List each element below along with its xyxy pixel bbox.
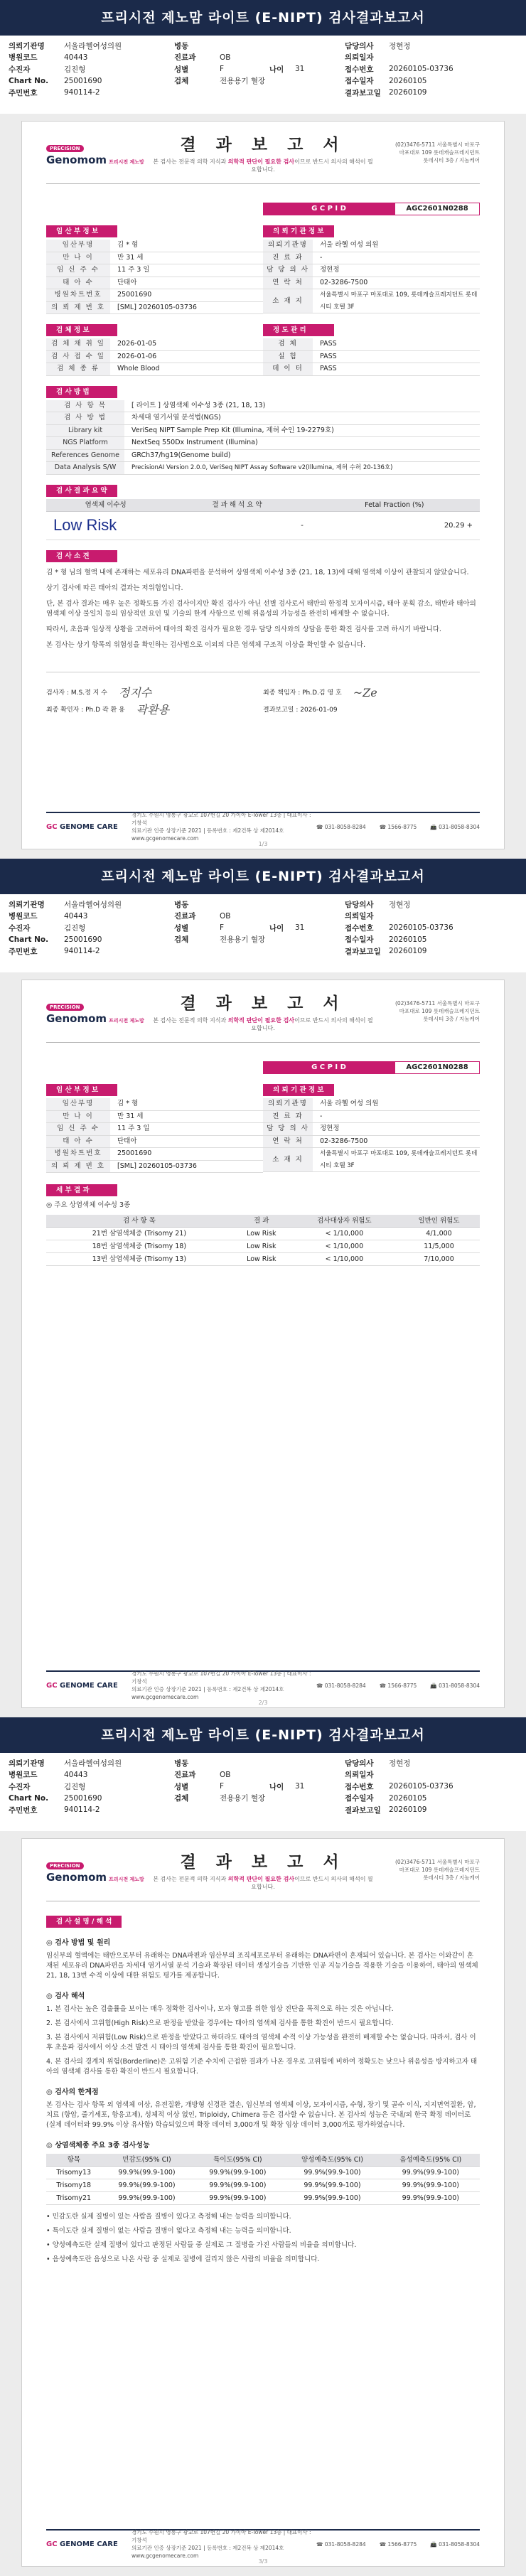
fetal-fraction: 20.29 + <box>444 521 473 530</box>
qc-info: 검 체 PASS 실 험 PASS 데 이 터 PASS <box>263 338 480 376</box>
performance-heading: ◎ 상염색체종 주요 3종 검사성능 <box>46 2142 150 2150</box>
requester-info: 의뢰기관명 서울 라헬 여성 의원 진 료 과 - 담 당 의 사 정현정 연 락 처 02-3286-7500 소 재 지 서울특별시 마포구 마포대로 109, 롯데캐슬프레지던트 롯데시티 호텔 3F <box>263 1098 480 1173</box>
page-number: 2/3 <box>258 1700 268 1706</box>
genomom-logo: PRECISION Genomom 프리시전 제노맘 <box>46 1862 144 1884</box>
gcpid-box: G C P I D AGC2601N0288 <box>46 203 480 215</box>
interpretation-heading: ◎ 검사 해석 <box>46 1992 85 2000</box>
report-header: PRECISION Genomom 프리시전 제노맘 결 과 보 고 서 본 검사는 전문적 의학 지식과 의학적 판단이 필요한 검사이므로 반드시 의사의 해석이 필요합니다. (02)3476-5711 서울특별시 마포구 마포대로 109 롯데캐슬프레지던트 롯데시티 3층 / 지놈케어 <box>46 1839 480 1901</box>
patient-header: 의뢰기관명 서울라헬여성의원 병동 담당의사 정현정 병원코드 40443 진료과 OB 의뢰일자 수진자 김진형 성별 F 나이 31 접수번호 20260105-03736 Chart No. 25001690 검체 전용용기 혈장 접수일자 20260105 주민번호 940114-2 결과보고일 20260109 <box>0 36 526 114</box>
table-row: 13번 삼염색체증 (Trisomy 13) Low Risk < 1/10,000 7/10,000 <box>46 1253 480 1266</box>
report-sheet <box>21 121 505 849</box>
signature-image: ~Ze <box>353 685 377 699</box>
lab-address: (02)3476-5711 서울특별시 마포구 마포대로 109 롯데캐슬프레지던트 롯데시티 3층 / 지놈케어 <box>394 1000 480 1022</box>
patient-header: 의뢰기관명 서울라헬여성의원 병동 담당의사 정현정 병원코드 40443 진료과 OB 의뢰일자 수진자 김진형 성별 F 나이 31 접수번호 20260105-03736 Chart No. 25001690 검체 전용용기 혈장 접수일자 20260105 주민번호 940114-2 결과보고일 20260109 <box>0 894 526 972</box>
report-page-2 <box>0 859 526 1717</box>
gcpid-box: G C P I D AGC2601N0288 <box>46 1061 480 1074</box>
report-subtitle: 본 검사는 전문적 의학 지식과 의학적 판단이 필요한 검사이므로 반드시 의사의 해석이 필요합니다. <box>153 159 373 173</box>
report-page-3 <box>0 1717 526 2576</box>
table-row: 21번 삼염색체증 (Trisomy 21) Low Risk < 1/10,000 4/1,000 <box>46 1228 480 1240</box>
detail-table: 검 사 항 목 결 과 검사대상자 위험도 일반인 위험도 21번 삼염색체증 (Trisomy 21) Low Risk < 1/10,000 4/1,000 18번 삼염색체증 (Trisomy 18) Low Risk < 1/10,000 11/5,000 13번 삼염색체증 (Trisomy 13) Low Risk < 1/10,000 7/10,000 <box>46 1215 480 1266</box>
section-requester: 의 뢰 기 관 정 보 <box>263 225 334 237</box>
page-footer: GC GENOME CARE 경기도 수원시 영통구 광교로 107번길 20 가이아 E-Tower 13층 | 대표이사 : 기창석 의료기관 인증 상장기준 2021 | 등록번호 : 제2건복 상 제2014호 www.gcgenomecare.com ☎ 031-8058-8284 ☎ 1566-8775 📠 031-8058-8304 <box>46 2529 480 2559</box>
report-sheet: PRECISION Genomom 프리시전 제노맘 결 과 보 고 서 본 검사는 전문적 의학 지식과 의학적 판단이 필요한 검사이므로 반드시 의사의 해석이 필요합니다. (02)3476-5711 서울특별시 마포구 마포대로 109 롯데캐슬프레지던트 롯데시티 3층 / 지놈케어 검 사 설 명 / 해 석 ◎ 검사 방법 및 원리 임신부의 혈액에는 태반으로부터 유래하는 DNA파편과 임산부의 조직세포로부터 유래하는 DNA파편이 혼재되어 있습니다. 본 검사는 이와같이 혼재된 세포유리 DNA파편을 차세대 염기서열 분석 기술과 확장된 데이터 생성기술을 기반한 인공 지능기술을 적용한 기술을 이용하여, 태아의 염색체 21, 18, 13번 수적 이상에 대한 위험도 평가를 제공합니다. ◎ 검사 해석 1. 본 검사는 높은 검출률을 보이는 매우 정확한 검사이나, 모자 형고를 위한 임상 진단을 목적으로 하는 것은 아닙니다. 2. 본 검사에서 고위험(High Risk)으로 판정을 받았을 경우에는 태아의 염색체 검사를 통한 확진이 반드시 필요합니다. 3. 본 검사에서 저위험(Low Risk)으로 판정을 받았다고 하더라도 태아의 염색체 수적 이상 가능성을 완전히 배제할 수는 없습니다. 따라서, 검사 이후 초음파 검사에서 이상 소견 발견 시 태아의 염색체 검사를 통한 확진이 필요합니다. 4. 본 검사의 경계치 위험(Borderline)은 고위험 기준 수치에 근접한 결과가 나온 경우로 고위험에 비하여 정확도는 낮으나 위음성을 방지하고자 태아의 염색체 검사를 통한 확진이 반드시 필요합니다. ◎ 검사의 한계점 본 검사는 검사 항목 외 염색체 이상, 유전질환, 개방형 신경관 결손, 임신부의 염색체 이상, 모자이시즘, 수형, 장기 및 골수 이식, 지지면역질환, 암, 치료 (항암, 줄기세포, 항응고제), 성체적 이상 없인, Triploidy, Chimera 등은 검사할 수 없습니다. 본 검사의 성능은 국내/외 한국 확정 데이터로 (실제 데이터와 99.9% 이상 유사함) 학습되었으며 확장 데이터 3,000개 및 확장 임상 데이터 3,000개로 평가하였습니다. ◎ 상염색체종 주요 3종 검사성능 항목 민감도(95% CI) 특이도(95% CI) 양성예측도(95% CI) 음성예측도(95% CI) Trisomy13 99.9%(99.9-100) 99.9%(99.9-100) 99.9%(99.9-100) 99.9%(99.9-100) Trisomy18 99.9%(99.9-100) 99.9%(99.9-100) 99.9%(99.9-100) 99.9%(99.9-100) Trisomy21 99.9%(99.9-100) 99.9%(99.9-100) 99.9%(99.9-100) 99.9%(99.9-100) • 민감도란 실제 질병이 있는 사람을 질병이 있다고 측정해 내는 능력을 의미합니다. • 특이도란 실제 질병이 없는 사람을 질병이 없다고 측정해 내는 능력을 의미합니다. • 양성예측도란 실제 질병이 있다고 판정된 사람들 중 실제로 그 질병을 가진 사람들의 비율을 의미합니다. • 음성예측도란 음성으로 나온 사람 중 실제로 질병에 걸리지 않은 사람의 비율을 의미합니다. GC GENOME CARE 경기도 수원시 영통구 광교로 107번길 20 가이아 E-Tower 13층 | 대표이사 : 기창석 의료기관 인증 상장기준 2021 | 등록번호 : 제2건복 상 제2014호 www.gcgenomecare.com ☎ 031-8058-8284 ☎ 1566-8775 📠 031-8058-8304 3/3 <box>21 1838 505 2567</box>
signature-block: 검사자 : M.S.정 지 수 정지수 최종 책임자 : Ph.D.김 영 호 ~Ze 최종 확인자 : Ph.D 곽 환 용 곽환용 결과보고일 : 2026-01-09 <box>46 672 480 718</box>
doc-title: 프리시전 제노맘 라이트 (E-NIPT) 검사결과보고서 <box>0 1717 526 1753</box>
section-test-info: 검 체 정 보 <box>46 324 117 336</box>
remark-text: 김 * 형 님의 혈액 내에 존재하는 세포유리 DNA파편을 분석하여 상염색체 이수성 3종 (21, 18, 13)에 대해 염색체 이상이 관찰되지 않았습니다. 상기 검사에 따른 태아의 결과는 저위험입니다. 단, 본 검사 결과는 매우 높은 정확도를 가진 검사이지만 확진 검사가 아닌 선별 검사로서 태반의 한정적 모자이시즘, 태아 분획 감소, 태반과 태아의 염색체 이상 불일치 등의 임상적인 요인 및 기술의 한계 사항으로 인해 위음성의 가능성을 완전히 배제할 수 없습니다. 따라서, 초음파 임상적 상황을 고려하여 태아의 확진 검사가 필요한 경우 담당 의사와의 상담을 통한 확진 검사를 고려 하시기 바랍니다. 본 검사는 상기 항목의 위험성을 확인하는 검사법으로 이외의 다른 염색체 구조적 이상을 확인할 수 없습니다. <box>46 568 476 649</box>
requester-info: 의뢰기관명 서울 라헬 여성 의원 진 료 과 - 담 당 의 사 정현정 연 락 처 02-3286-7500 소 재 지 서울특별시 마포구 마포대로 109, 롯데캐슬프레지던트 롯데시티 호텔 3F <box>263 240 480 314</box>
lab-address: (02)3476-5711 서울특별시 마포구 마포대로 109 롯데캐슬프레지던트 롯데시티 3층 / 지놈케어 <box>394 141 480 163</box>
doc-title: 프리시전 제노맘 라이트 (E-NIPT) 검사결과보고서 <box>0 0 526 36</box>
report-title: 결 과 보 고 서 <box>180 1853 346 1872</box>
method-heading: ◎ 검사 방법 및 원리 <box>46 1939 111 1947</box>
section-requester: 의 뢰 기 관 정 보 <box>263 1084 334 1096</box>
report-header <box>46 122 480 184</box>
report-sheet <box>21 980 505 1708</box>
method-info: 검 사 항 목 [ 라이트 ] 상염색체 이수성 3종 (21, 18, 13) 검 사 방 법 차세대 염기서열 분석법(NGS) Library kit VeriSeq NIPT Sample Prep Kit (Illumina, 제허 수인 19-2279호) NGS Platform NextSeq 550Dx Instrument (Illumina) References Genome GRCh37/hg19(Genome build) Data Analysis S/W PrecisionAI Version 2.0.0, VeriSeq NIPT Assay Software v2(Illumina, 제허 수허 20-136호) <box>46 400 480 475</box>
section-subject: 임 산 부 정 보 <box>46 1084 117 1096</box>
detail-caption: ◎ 주요 상염색체 이수성 3종 <box>46 1201 131 1209</box>
page-footer: GC GENOME CARE 경기도 수원시 영통구 광교로 107번길 20 가이아 E-Tower 13층 | 대표이사 : 기창석 의료기관 인증 상장기준 2021 | 등록번호 : 제2건복 상 제2014호 www.gcgenomecare.com ☎ 031-8058-8284 ☎ 1566-8775 📠 031-8058-8304 <box>46 812 480 842</box>
signature-image: 곽환용 <box>136 702 170 717</box>
result-summary: 염색체 이수성 결 과 해 석 요 약 Fetal Fraction (%) Low Risk - 20.29 + <box>46 499 480 540</box>
performance-table: 항목 민감도(95% CI) 특이도(95% CI) 양성예측도(95% CI) 음성예측도(95% CI) Trisomy13 99.9%(99.9-100) 99.9%(99.9-100) 99.9%(99.9-100) 99.9%(99.9-100) Trisomy18 99.9%(99.9-100) 99.9%(99.9-100) 99.9%(99.9-100) 99.9%(99.9-100) Trisomy21 99.9%(99.9-100) 99.9%(99.9-100) 99.9%(99.9-100) 99.9%(99.9-100) <box>46 2154 480 2205</box>
lab-address: (02)3476-5711 서울특별시 마포구 마포대로 109 롯데캐슬프레지던트 롯데시티 3층 / 지놈케어 <box>394 1859 480 1881</box>
genomom-logo: PRECISION Genomom 프리시전 제노맘 <box>46 1004 144 1025</box>
page-number: 1/3 <box>258 841 268 847</box>
table-row: Trisomy13 99.9%(99.9-100) 99.9%(99.9-100) 99.9%(99.9-100) 99.9%(99.9-100) <box>46 2167 480 2179</box>
report-title: 결 과 보 고 서 <box>180 994 346 1013</box>
report-page-1 <box>0 0 526 859</box>
signature-image: 정지수 <box>118 685 152 699</box>
section-qc: 정 도 관 리 <box>263 324 334 336</box>
section-results: 검 사 결 과 요 약 <box>46 485 117 497</box>
table-row: 18번 삼염색체증 (Trisomy 18) Low Risk < 1/10,000 11/5,000 <box>46 1240 480 1253</box>
table-row: Trisomy18 99.9%(99.9-100) 99.9%(99.9-100) 99.9%(99.9-100) 99.9%(99.9-100) <box>46 2179 480 2192</box>
section-detail: 세 부 결 과 <box>46 1184 117 1196</box>
subject-info: 임산부명 김 * 형 만 나 이 만 31 세 임 신 주 수 11 주 3 일 태 아 수 단태아 병원차트번호 25001690 의 뢰 제 번 호 [SML] 20260105-03736 <box>46 240 263 314</box>
subject-info: 임산부명 김 * 형 만 나 이 만 31 세 임 신 주 수 11 주 3 일 태 아 수 단태아 병원차트번호 25001690 의 뢰 제 번 호 [SML] 20260105-03736 <box>46 1098 263 1173</box>
page-number: 3/3 <box>258 2558 268 2565</box>
report-title: 결 과 보 고 서 <box>180 136 346 154</box>
table-row: Trisomy21 99.9%(99.9-100) 99.9%(99.9-100) 99.9%(99.9-100) 99.9%(99.9-100) <box>46 2192 480 2205</box>
patient-header: 의뢰기관명 서울라헬여성의원 병동 담당의사 정현정 병원코드 40443 진료과 OB 의뢰일자 수진자 김진형 성별 F 나이 31 접수번호 20260105-03736 Chart No. 25001690 검체 전용용기 혈장 접수일자 20260105 주민번호 940114-2 결과보고일 20260109 <box>0 1753 526 1831</box>
section-subject: 임 산 부 정 보 <box>46 225 117 237</box>
limitation-heading: ◎ 검사의 한계점 <box>46 2088 99 2096</box>
section-method: 검 사 방 법 <box>46 386 117 398</box>
genome-care-logo: GC GENOME CARE <box>46 1681 118 1690</box>
doc-title: 프리시전 제노맘 라이트 (E-NIPT) 검사결과보고서 <box>0 859 526 894</box>
low-risk-label: Low Risk <box>53 516 117 534</box>
test-info: 검 체 채 취 일 2026-01-05 검 사 접 수 일 2026-01-06 검 체 종 류 Whole Blood <box>46 338 263 376</box>
notes: • 민감도란 실제 질병이 있는 사람을 질병이 있다고 측정해 내는 능력을 의미합니다. • 특이도란 실제 질병이 없는 사람을 질병이 없다고 측정해 내는 능력을 의미합니다. • 양성예측도란 실제 질병이 있다고 판정된 사람들 중 실제로 그 질병을 가진 사람들의 비율을 의미합니다. • 음성예측도란 음성으로 나온 사람 중 실제로 질병에 걸리지 않은 사람의 비율을 의미합니다. <box>46 2213 357 2263</box>
genomom-logo: PRECISION Genomom 프리시전 제노맘 <box>46 145 144 166</box>
genome-care-logo: GC GENOME CARE <box>46 2540 118 2548</box>
page-footer: GC GENOME CARE 경기도 수원시 영통구 광교로 107번길 20 가이아 E-Tower 13층 | 대표이사 : 기창석 의료기관 인증 상장기준 2021 | 등록번호 : 제2건복 상 제2014호 www.gcgenomecare.com ☎ 031-8058-8284 ☎ 1566-8775 📠 031-8058-8304 <box>46 1670 480 1700</box>
section-desc: 검 사 설 명 / 해 석 <box>46 1916 122 1928</box>
genome-care-logo: GC GENOME CARE <box>46 822 118 831</box>
section-remark: 검 사 소 견 <box>46 550 117 562</box>
report-header: PRECISION Genomom 프리시전 제노맘 결 과 보 고 서 본 검사는 전문적 의학 지식과 의학적 판단이 필요한 검사이므로 반드시 의사의 해석이 필요합니다. (02)3476-5711 서울특별시 마포구 마포대로 109 롯데캐슬프레지던트 롯데시티 3층 / 지놈케어 <box>46 980 480 1043</box>
